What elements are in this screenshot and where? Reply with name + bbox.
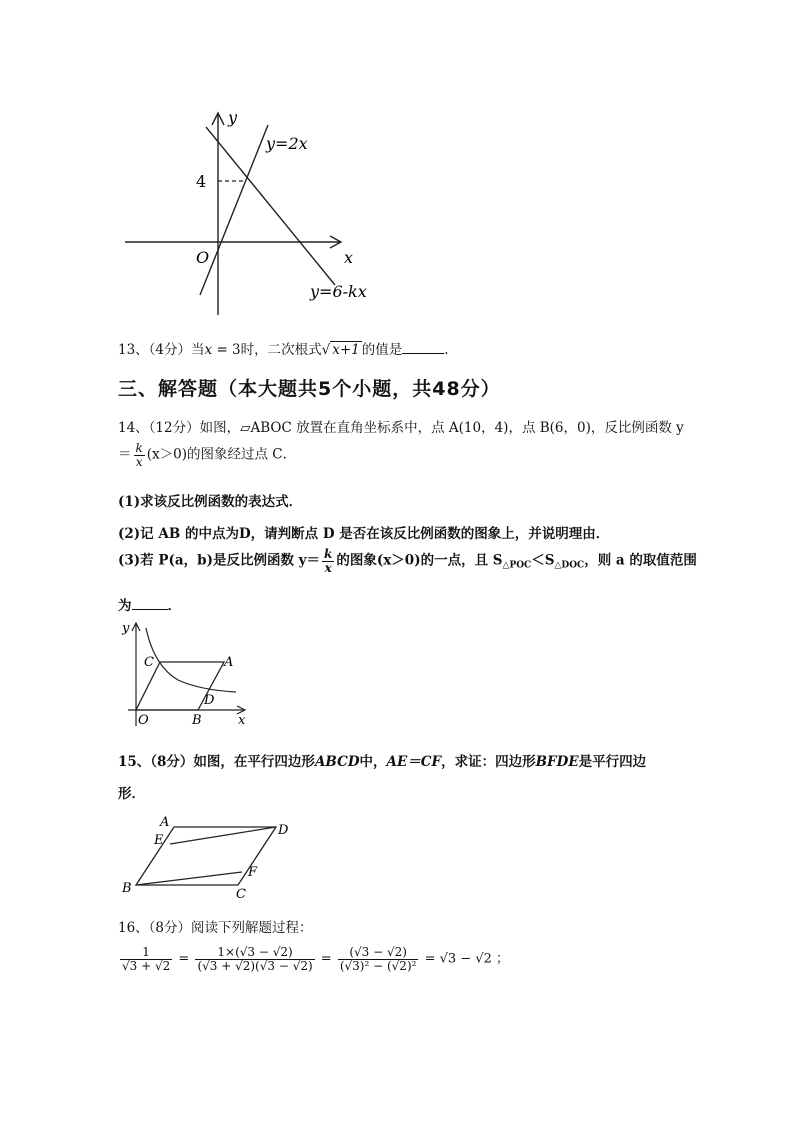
q14-fraction [134, 442, 145, 468]
figure-q14-graph [118, 618, 253, 730]
fig14-label-B: B [192, 713, 202, 728]
q16-frac1-num: 1 [120, 946, 172, 960]
q16-frac2-num: 1×(√3 − √2) [195, 946, 314, 960]
q14-answer-blank [132, 598, 168, 610]
question-13 [118, 338, 449, 358]
q15-bfde: BFDE [535, 754, 579, 770]
fig15-label-C: C [236, 887, 246, 900]
fig14-label-O: O [138, 713, 149, 728]
question-15-line2: 形． [118, 786, 145, 802]
fig15-e-d [170, 827, 276, 844]
line-y-2x [200, 125, 268, 295]
section-3-heading: 三、解答题（本大题共5个小题，共48分） [118, 378, 501, 400]
q15-mid1: 中， [359, 754, 387, 770]
q16-frac3-den: (√3)² − (√2)² [339, 958, 417, 973]
q14-p3-suffix: ，则 a 的取值范围 [584, 552, 697, 569]
fig14-label-C: C [144, 655, 154, 670]
q13-prefix: 13、（4分）当 [118, 342, 205, 358]
q16-frac1-den: √3 + √2 [122, 958, 171, 973]
q14-p3-line2: 为 [118, 598, 132, 614]
q14-p3-frac-num: k [324, 547, 333, 561]
q16-frac3 [338, 946, 419, 972]
q14-sub-doc: △DOC [554, 560, 585, 571]
question-15-line1 [118, 750, 646, 770]
q16-result: = √3 − √2 ； [424, 951, 510, 967]
q15-prefix: 15、（8分）如图，在平行四边形 [118, 754, 315, 770]
fig15-label-E: E [154, 833, 164, 848]
fig14-label-x: x [238, 713, 246, 728]
question-14-part3 [118, 548, 697, 574]
q13-sqrt: √ x+1 [321, 342, 360, 358]
q16-eq2: = [320, 951, 332, 967]
fig14-label-y: y [122, 621, 130, 636]
fig14-label-A: A [224, 655, 234, 670]
q14-lt: ＜S [531, 552, 555, 569]
label-x: x [344, 248, 354, 267]
q16-frac2-den: (√3 + √2)(√3 − √2) [197, 958, 313, 973]
q16-eq1: = [178, 951, 190, 967]
fig15-label-D: D [278, 823, 289, 838]
question-16-intro: 16、（8分）阅读下列解题过程： [118, 920, 313, 936]
q16-frac1 [120, 946, 172, 972]
q14-p3-frac-den: x [324, 560, 332, 575]
q14-frac-den: x [135, 454, 143, 469]
question-16-equation [118, 946, 509, 972]
fig15-label-A: A [160, 815, 170, 830]
fig15-label-B: B [122, 881, 132, 896]
q13-answer-blank [402, 342, 444, 354]
fig15-label-F: F [248, 865, 258, 880]
label-tick-4: 4 [196, 172, 207, 191]
q15-ae-cf: AE＝CF [386, 754, 442, 770]
figure-q15-parallelogram [118, 812, 298, 900]
question-14-part3-line2 [118, 594, 181, 614]
q14-frac-num: k [135, 441, 143, 455]
q15-mid2: ，求证：四边形 [441, 754, 536, 770]
question-14-line1: 14、（12分）如图，▱ABOC 放置在直角坐标系中，点 A(10，4)，点 B(6，0)，反比例函数 y [118, 420, 684, 436]
q15-abcd: ABCD [314, 754, 360, 770]
q15-suffix: 是平行四边 [578, 754, 647, 770]
q13-eq: = 3 [212, 342, 241, 358]
q13-mid: 时，二次根式 [240, 342, 322, 358]
q14-p3-mid: 的图象(x＞0)的一点，且 S [336, 552, 503, 569]
figure-q12-graph [120, 105, 380, 320]
q16-frac2 [195, 946, 314, 972]
fig14-label-D: D [204, 693, 215, 708]
q14-eq: ＝ [118, 446, 132, 463]
q13-radicand: x+1 [332, 342, 360, 358]
q16-frac3-num: (√3 − √2) [338, 946, 419, 960]
q14-p3-fraction [322, 548, 334, 574]
q14-line2-suffix: (x＞0)的图象经过点 C． [146, 446, 297, 463]
label-origin: O [196, 248, 210, 267]
label-line1: y=2x [266, 134, 308, 153]
question-14-part2: (2)记 AB 的中点为D，请判断点 D 是否在该反比例函数的图象上，并说明理由． [118, 526, 610, 542]
q13-suffix: 的值是 [361, 342, 403, 358]
fig14-hyperbola [146, 628, 236, 692]
question-14-part1: (1)求该反比例函数的表达式． [118, 494, 303, 510]
q13-var: x [204, 342, 213, 358]
q14-p3-end: ． [167, 598, 181, 614]
fig15-b-f [136, 872, 242, 885]
q13-end: . [444, 342, 449, 358]
label-y: y [228, 108, 238, 127]
q14-p3-prefix: (3)若 P(a，b)是反比例函数 y＝ [118, 552, 321, 569]
q14-sub-poc: △POC [502, 560, 532, 571]
label-line2: y=6-kx [310, 282, 367, 301]
question-14-line2 [118, 442, 296, 468]
